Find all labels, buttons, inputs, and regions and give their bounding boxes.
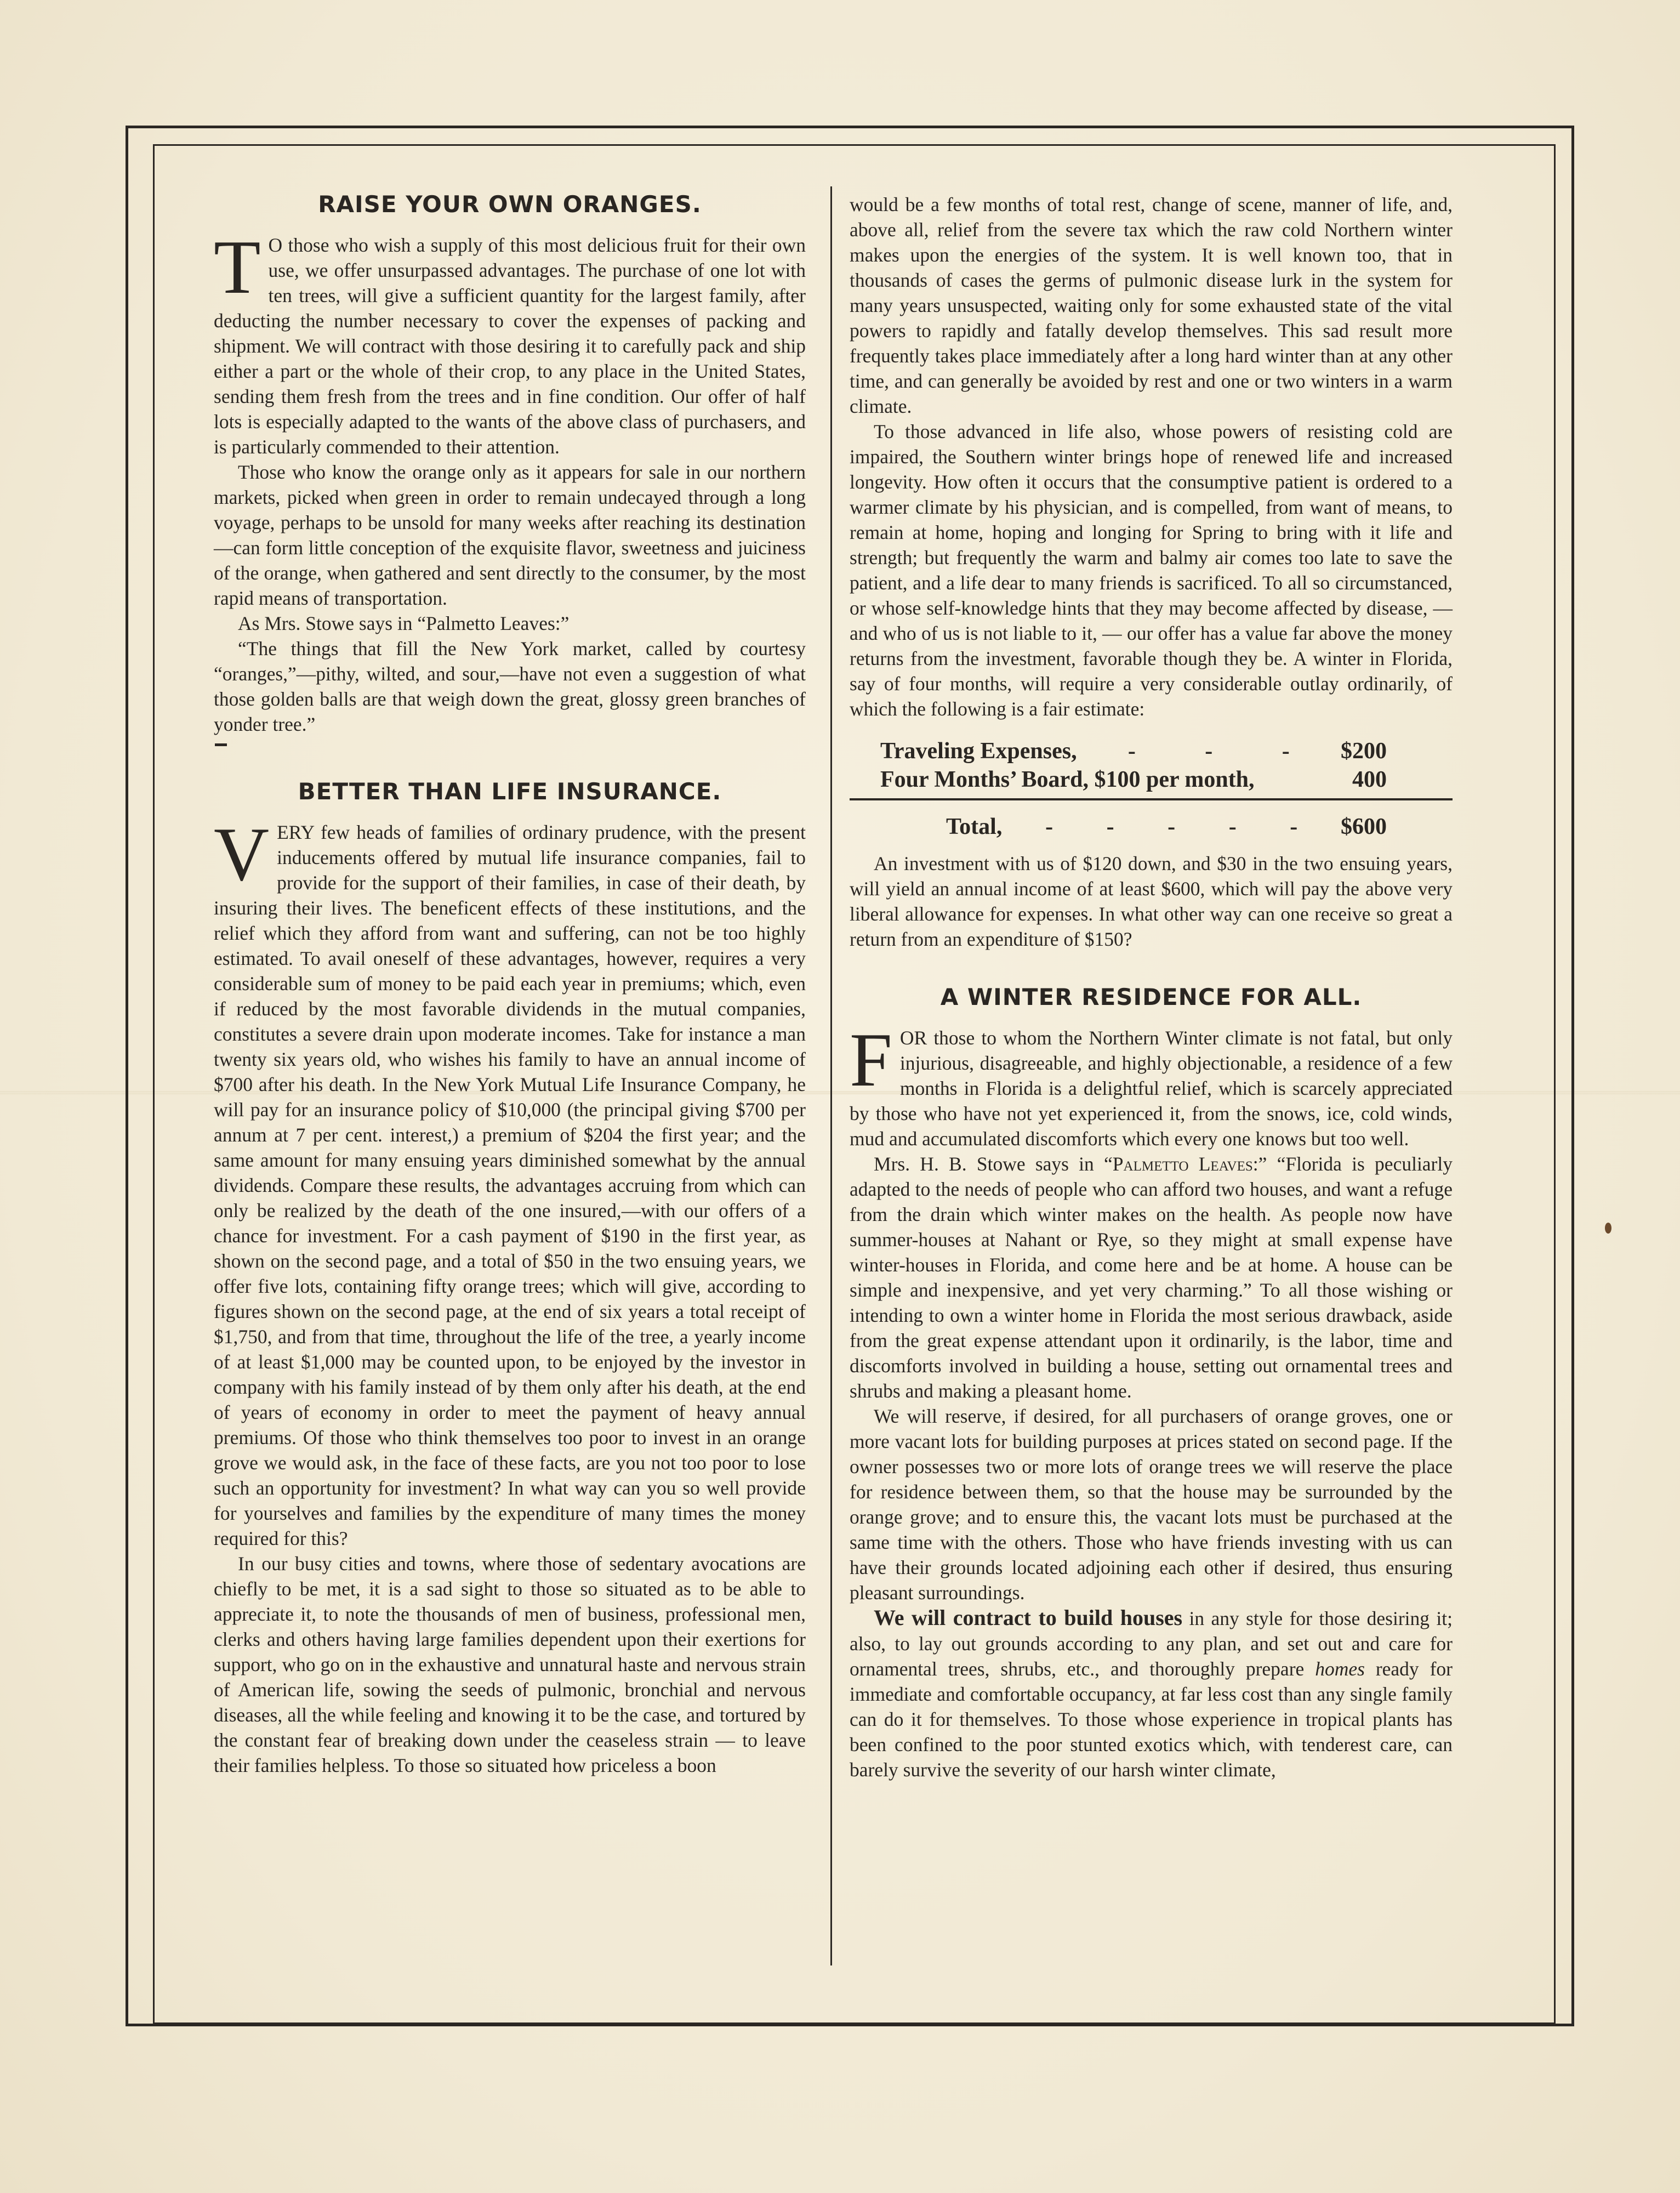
palmetto-leaves-title: Palmetto Leaves (1112, 1153, 1253, 1175)
winter-paragraph-4: We will contract to build houses in any style for those desiring it; also, to lay out grounds according to any plan, and set out and care for ornamental trees, shrubs, etc., and thoroughly prepare homes ready for immediate and comfortable occupancy, at far less cost than any single family can do it for themselves. To those whose experience in tropical plants has been confined to the poor stunted exotics which, with tenderest care, can barely survive the severity of our harsh winter climate, (850, 1605, 1453, 1781)
heading-life-insurance: BETTER THAN LIFE INSURANCE. (298, 778, 722, 805)
continued-paragraph-1: would be a few months of total rest, change of scene, manner of life, and, above all, relief from the severe tax which the raw cold Northern winter makes upon the energies of the system. It is well known too, that in thousands of cases the germs of pulmonic disease lurk in the system for many years unsuspected, waiting only for some exhausted state of the vital powers to rapidly and fatally develop themselves. This sad result more frequently takes place immediately after a long hard winter than at any other time, and can generally be avoided by rest and one or two winters in a warm climate. (850, 194, 1453, 417)
expense-row-total (850, 813, 1453, 841)
expense-row-board (850, 765, 1453, 800)
oranges-paragraph-2: Those who know the orange only as it appears for sale in our northern markets, picked when green in order to remain undecayed through a long voyage, perhaps to be unsold for many weeks after reaching its destination—can form little conception of the exquisite flavor, sweetness and juiciness of the orange, when gathered and sent directly to the consumer, by the most rapid means of transportation. (214, 461, 806, 609)
expense-label: Traveling Expenses, (880, 738, 1077, 764)
ink-stain (1605, 1223, 1611, 1234)
expense-label: Total, (946, 814, 1003, 839)
right-column (850, 192, 1453, 1782)
expense-estimate-table (850, 737, 1453, 841)
dropcap-f: F (850, 1018, 892, 1103)
expense-label: Four Months’ Board, $100 per month, (880, 767, 1255, 792)
continued-paragraph-2: To those advanced in life also, whose powers of resisting cold are impaired, the Southern winter brings hope of renewed life and increased longevity. How often it occurs that the consumptive patient is ordered to a warmer climate by his physician, and is compelled, from want of means, to remain at home, hoping and longing for Spring to bring with it life and strength; but frequently the warm and balmy air comes too late to save the patient, and a life dear to many friends is sacrificed. To all so circumstanced, or whose self-knowledge hints that they may become affected by disease, — and who of us is not liable to it, — our offer has a value far above the money returns from the investment, favorable though they be. A winter in Florida, say of four months, will require a very considerable outlay ordinarily, of which the following is a fair estimate: (850, 421, 1453, 720)
oranges-paragraph-3: As Mrs. Stowe says in “Palmetto Leaves:” (238, 612, 570, 634)
dropcap-v: V (214, 812, 270, 897)
winter-paragraph-2: Mrs. H. B. Stowe says in “Palmetto Leaves:” “Florida is peculiarly adapted to the needs of people who can afford two houses, and want a refuge from the drain which winter makes on the health. As people now have summer-houses at Nahant or Rye, so they might at small expense have winter-houses in Florida, and come here and be at home. A house can be simple and inexpensive, and yet very charming.” To all those wishing or intending to own a winter home in Florida the most serious drawback, aside from the great expense attendant upon it ordinarily, is the labor, time and discomforts involved in building a house, setting out ornamental trees and shrubs and making a pleasant home. (850, 1153, 1453, 1402)
oranges-paragraph-1-text: O those who wish a supply of this most delicious fruit for their own use, we offer unsurpassed advantages. The purchase of one lot with ten trees, will give a sufficient quantity for the largest family, after deducting the number necessary to cover the expenses of packing and shipment. We will contract with those desiring it to carefully pack and ship either a part or the whole of their crop, to any place in the United States, sending them fresh from the trees and in fine condition. Our offer of half lots is especially adapted to the wants of the above class of purchasers, and is particularly commended to their attention. (214, 234, 806, 458)
expense-value: $200 (1341, 738, 1387, 764)
build-houses-lead: We will contract to build houses (874, 1605, 1183, 1630)
stowe-quote: “The things that fill the New York market, called by courtesy “oranges,”—pithy, wilted, and sour,—have not even a suggestion of what those golden balls are that weigh down the great, glossy green branches of yonder tree.” (214, 638, 806, 735)
homes-emphasis: homes (1315, 1658, 1365, 1680)
expense-dashes: - - - - - (1045, 814, 1298, 839)
winter-paragraph-3: We will reserve, if desired, for all purchasers of orange groves, one or more vacant lots for building purposes at prices stated on second page. If the owner possesses two or more lots of orange trees we will reserve the place for residence between them, so that the house may be surrounded by the orange grove; and to ensure this, the vacant lots must be purchased at the same time with the others. Those who have friends investing with us can have their grounds located adjoining each other if desired, thus ensuring pleasant surroundings. (850, 1405, 1453, 1604)
insurance-paragraph-1-text: ERY few heads of families of ordinary prudence, with the present inducements offered by mutual life insurance companies, fail to provide for the support of their families, in case of their death, by insuring their lives. The beneficent effects of these institutions, and the relief which they afford from want and suffering, can not be too highly estimated. To avail oneself of these advantages, however, requires a very considerable sum of money to be paid each year in premiums; which, even if reduced by the most favorable dividends in the mutual companies, constitutes a severe drain upon moderate incomes. Take for instance a man twenty six years old, who wishes his family to have an annual income of $700 after his death. In the New York Mutual Life Insurance Company, he will pay for an insurance policy of $10,000 (the principal giving $700 per annum at 7 per cent. interest,) a premium of $204 the first year; and the same amount for many ensuing years diminished somewhat by the annual dividends. Compare these results, the advantages accruing from which can only be realized by the death of the one insured,—with our offers of a chance for investment. For a cash payment of $190 in the first year, as shown on the second page, and a total of $50 in the two ensuing years, we offer five lots, containing fifty orange trees; which will give, according to figures shown on the second page, at the end of six years a total receipt of $1,750, and from that time, throughout the life of the tree, a yearly income of at least $1,000 may be counted upon, to be enjoyed by the investor in company with his family instead of by them only after his death, at the end of years of economy in order to meet the payment of heavy annual premiums. Of those who think themselves too poor to invest in an orange grove we would ask, in the face of these facts, are you not too poor to lose such an opportunity for investment? In what way can you so well provide for yourselves and families by the expenditure of many times the money required for this? (214, 821, 806, 1549)
oranges-paragraph-1 (214, 225, 806, 459)
column-divider (830, 186, 832, 1965)
winter-paragraph-1 (850, 1018, 1453, 1151)
heading-winter-residence: A WINTER RESIDENCE FOR ALL. (940, 984, 1362, 1010)
left-column (214, 192, 806, 1778)
winter-paragraph-1-text: OR those to whom the Northern Winter climate is not fatal, but only injurious, disagreeable, and highly objectionable, a residence of a few months in Florida is a delightful relief, which is scarcely appreciated by those who have not yet experienced it, from the snows, ice, cold winds, mud and accumulated discomforts which every one knows but too well. (850, 1027, 1453, 1150)
continued-paragraph-3: An investment with us of $120 down, and $30 in the two ensuing years, will yield an annual income of at least $600, which will pay the above very liberal allowance for expenses. In what other way can one receive so great a return from an expenditure of $150? (850, 853, 1453, 950)
insurance-paragraph-1 (214, 812, 806, 1551)
heading-raise-oranges: RAISE YOUR OWN ORANGES. (318, 191, 702, 218)
expense-value: $600 (1341, 814, 1387, 839)
dropcap-t: T (214, 225, 261, 310)
insurance-paragraph-2: In our busy cities and towns, where those of sedentary avocations are chiefly to be met, it is a sad sight to those so situated as to be able to appreciate it, to note the thousands of men of business, professional men, clerks and others having large families dependent upon their exertions for support, who go on in the exhaustive and unnatural haste and nervous strain of American life, sowing the seeds of pulmonic, bronchial and nervous diseases, all the while feeling and knowing it to be the case, and tortured by the constant fear of breaking down under the ceaseless strain — to leave their families helpless. To those so situated how priceless a boon (214, 1553, 806, 1776)
expense-row-traveling (850, 737, 1453, 765)
expense-dashes: - - - (1127, 738, 1290, 764)
section-mark (215, 743, 227, 746)
expense-value: 400 (1352, 767, 1387, 792)
